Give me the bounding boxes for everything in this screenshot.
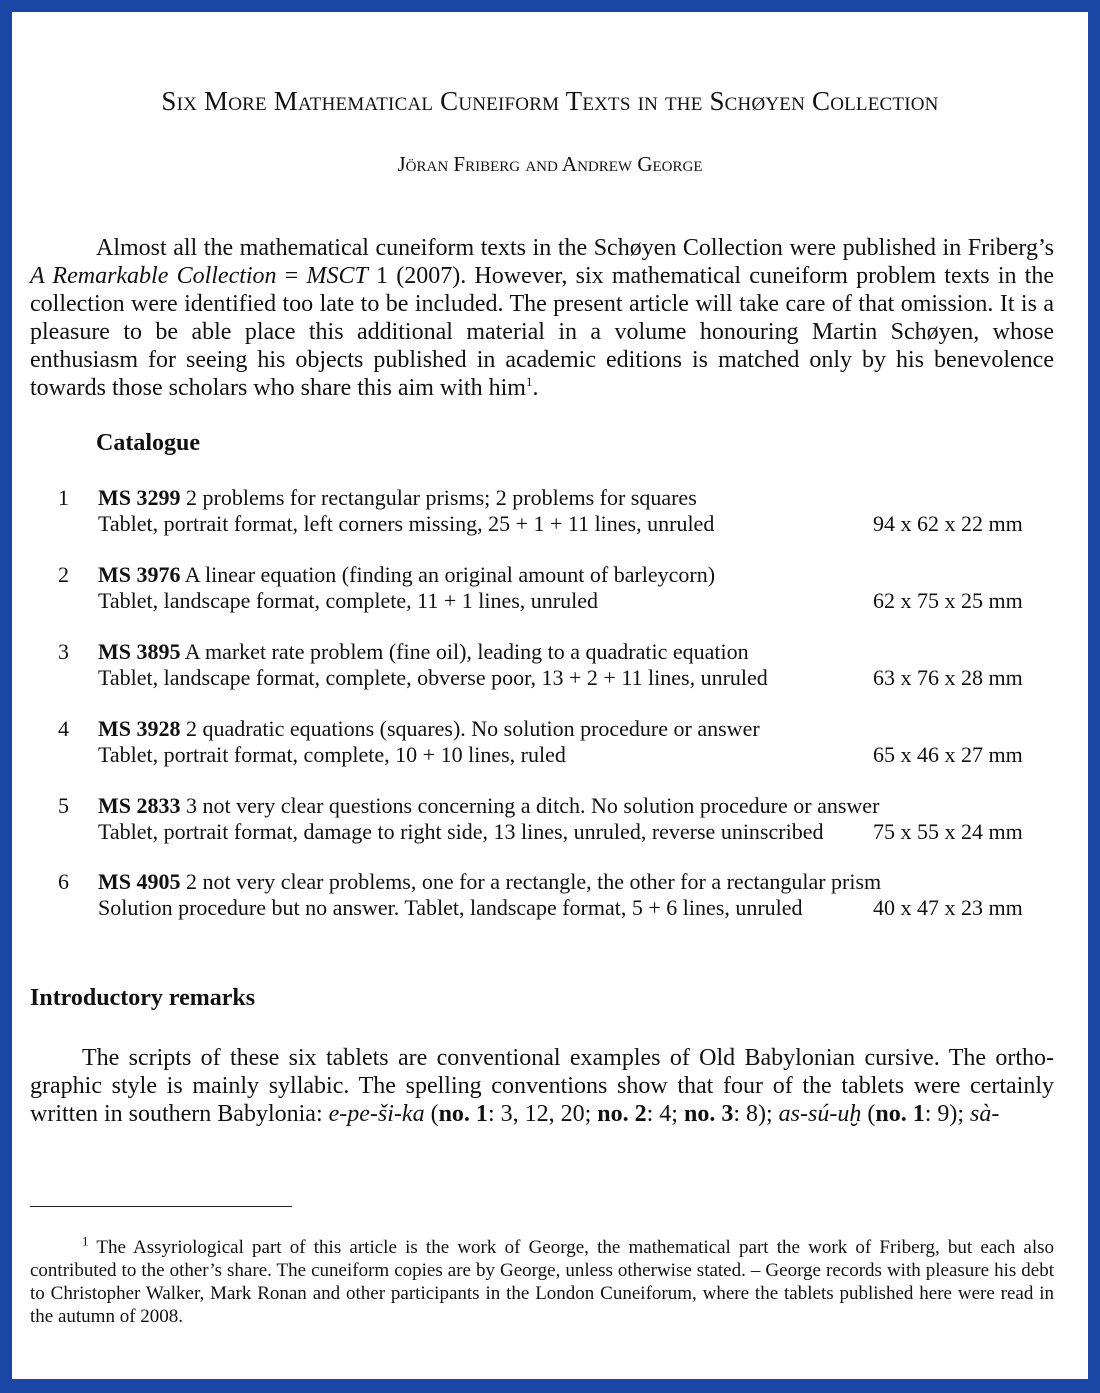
text-ref: no. 1	[875, 1101, 925, 1127]
line-refs: : 3, 12, 20;	[487, 1101, 598, 1127]
entry-details: Tablet, landscape format, complete, 11 + 1 lines, unruled	[98, 588, 599, 613]
catalogue-entry	[12, 869, 1088, 923]
entry-title-line	[98, 639, 749, 665]
ms-number: MS 3928	[98, 716, 181, 741]
text-ref: no. 3	[683, 1101, 734, 1127]
document-page	[12, 12, 1088, 1379]
entry-description: 2 problems for rectangular prisms; 2 problems for squares	[186, 485, 697, 510]
entry-dimensions: 62 x 75 x 25 mm	[873, 588, 1023, 613]
article-title: Six More Mathematical Cuneiform Texts in the Schøyen Collection	[161, 86, 939, 116]
catalogue-entry	[12, 793, 1088, 847]
entry-number: 5	[58, 793, 69, 818]
line-refs: : 9);	[924, 1101, 971, 1127]
entry-description: A market rate problem (fine oil), leading to a quadratic equation	[184, 639, 749, 664]
entry-description: 2 not very clear problems, one for a rectangle, the other for a rectangular prism	[186, 869, 882, 894]
entry-dimensions: 63 x 76 x 28 mm	[873, 665, 1023, 690]
footnote-separator	[30, 1206, 292, 1207]
article-authors: Jöran Friberg and Andrew George	[397, 152, 703, 176]
entry-dimensions: 75 x 55 x 24 mm	[873, 819, 1023, 844]
footnote	[30, 1233, 1054, 1328]
catalogue-heading: Catalogue	[96, 430, 200, 456]
entry-details: Tablet, portrait format, complete, 10 + 10 lines, ruled	[98, 742, 566, 767]
intro-end: .	[532, 375, 539, 401]
entry-dimensions: 65 x 46 x 27 mm	[873, 742, 1023, 767]
remarks-paragraph	[30, 1044, 1054, 1128]
catalogue-entry	[12, 485, 1088, 539]
ms-number: MS 3976	[98, 562, 181, 587]
ms-number: MS 4905	[98, 869, 181, 894]
entry-number: 4	[58, 716, 69, 741]
entry-details: Tablet, portrait format, damage to right side, 13 lines, unruled, reverse uninscribed	[98, 819, 824, 844]
entry-title-line	[98, 716, 760, 742]
line-refs: : 4;	[646, 1101, 684, 1127]
text-ref: no. 2	[597, 1101, 647, 1127]
intro-text-1: Almost all the mathematical cuneiform texts in the Schøyen Collection were published in Friberg’s	[96, 235, 1054, 261]
introductory-remarks-heading: Introductory remarks	[30, 985, 256, 1011]
intro-paragraph	[30, 234, 1054, 402]
entry-description: 2 quadratic equations (squares). No solution procedure or answer	[186, 716, 760, 741]
catalogue-entry	[12, 562, 1088, 616]
entry-title-line	[98, 793, 879, 819]
ms-number: MS 2833	[98, 793, 181, 818]
entry-dimensions: 94 x 62 x 22 mm	[873, 511, 1023, 536]
book-title: A Remarkable Collection	[30, 263, 277, 289]
ms-number: MS 3895	[98, 639, 181, 664]
entry-title-line	[98, 485, 697, 511]
footnote-ref[interactable]: 1	[525, 374, 533, 389]
ms-number: MS 3299	[98, 485, 181, 510]
entry-details: Tablet, landscape format, complete, obverse poor, 13 + 2 + 11 lines, unruled	[98, 665, 768, 690]
entry-description: 3 not very clear questions concerning a ditch. No solution procedure or answer	[186, 793, 880, 818]
cuneiform-word: e-pe-ši-ka	[328, 1101, 425, 1127]
paren-open: (	[424, 1101, 439, 1127]
cuneiform-word: sà-	[970, 1101, 1000, 1127]
text-ref: no. 1	[438, 1101, 488, 1127]
entry-details: Solution procedure but no answer. Tablet, landscape format, 5 + 6 lines, unruled	[98, 895, 803, 920]
entry-description: A linear equation (finding an original amount of barleycorn)	[184, 562, 716, 587]
remarks-text: The scripts of these six tablets are conventional examples of Old Babylonian cursive. The orthographic style is mainly syllabic. The spelling conventions show that four of the tablets were certainly written in southern Babylonia:	[30, 1045, 1054, 1127]
footnote-mark: 1	[82, 1233, 89, 1249]
paren-open: (	[861, 1101, 876, 1127]
entry-details: Tablet, portrait format, left corners missing, 25 + 1 + 11 lines, unruled	[98, 511, 715, 536]
entry-number: 2	[58, 562, 69, 587]
catalogue-entry	[12, 716, 1088, 770]
entry-number: 1	[58, 485, 69, 510]
series-abbrev: MSCT	[306, 263, 368, 289]
catalogue-entry	[12, 639, 1088, 693]
cuneiform-word: as-sú-uḫ	[778, 1101, 862, 1127]
entry-dimensions: 40 x 47 x 23 mm	[873, 895, 1023, 920]
entry-number: 6	[58, 869, 69, 894]
footnote-text: The Assyriological part of this article is the work of George, the mathematical part the work of Friberg, but each also contributed to the other’s share. The cuneiform copies are by George, unless otherwise stated. – George records with pleasure his debt to Christopher Walker, Mark Ronan and other participants in the London Cuneiforum, where the tablets published here were read in the autumn of 2008.	[30, 1237, 1054, 1327]
line-refs: : 8);	[733, 1101, 779, 1127]
entry-title-line	[98, 562, 715, 588]
intro-text-2: 1 (2007). However, six mathematical cuneiform problem texts in the collection were identified too late to be included. The present article will take care of that omission. It is a pleasure to be able place this additional material in a volume honouring Martin Schøyen, whose enthusiasm for seeing his objects published in academic editions is matched only by his benevolence towards those scholars who share this aim with him	[30, 263, 1054, 401]
entry-number: 3	[58, 639, 69, 664]
equals-sign: =	[276, 263, 307, 289]
entry-title-line	[98, 869, 881, 895]
